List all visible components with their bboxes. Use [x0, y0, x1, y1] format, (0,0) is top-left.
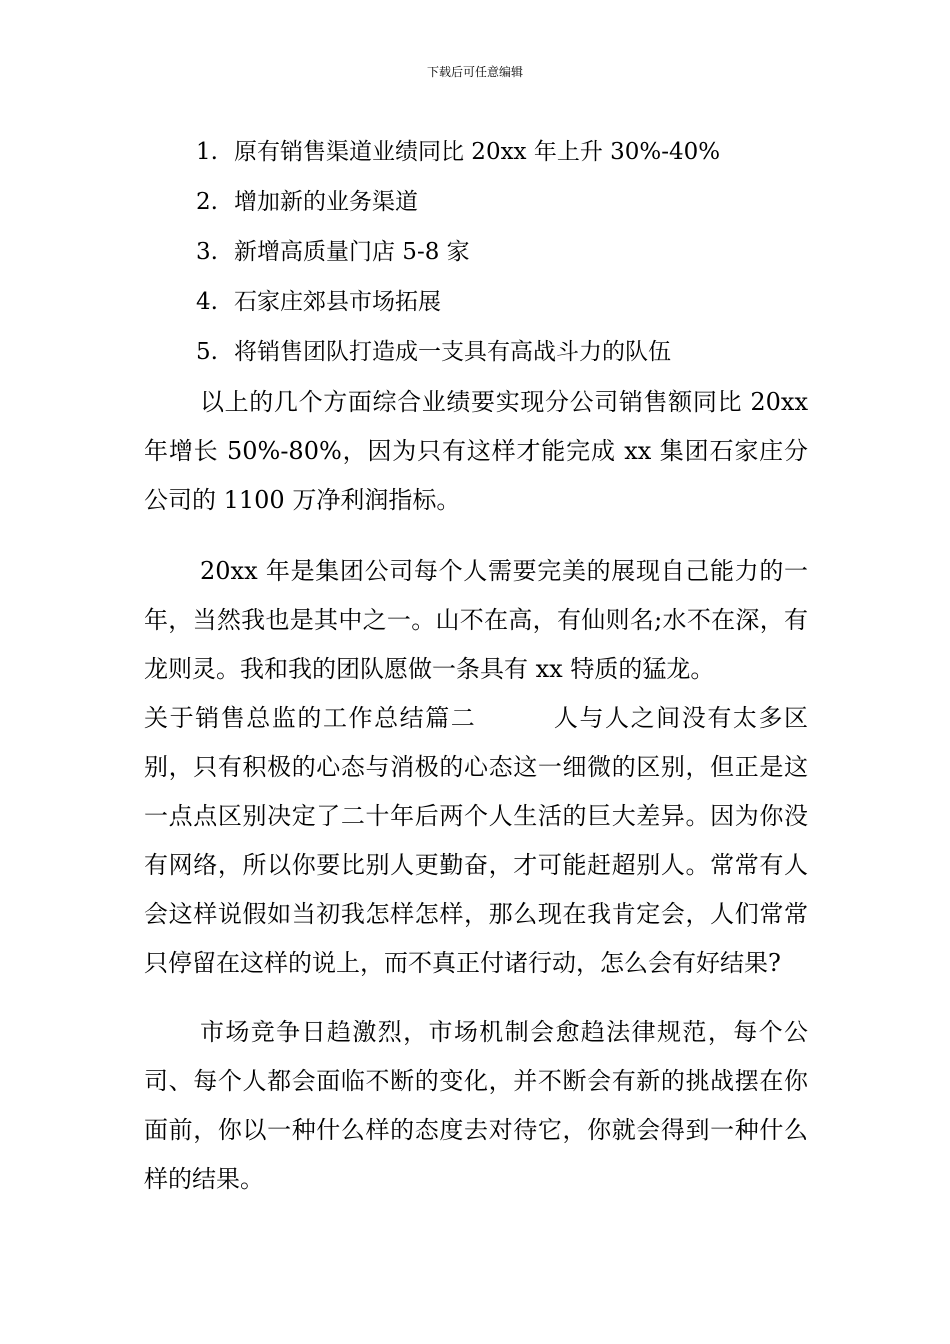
list-item [144, 227, 808, 277]
list-number: 5. [196, 339, 218, 365]
paragraph-sales-target: 以上的几个方面综合业绩要实现分公司销售额同比 20xx 年增长 50%-80%，因为只有这样才能完成 xx 集团石家庄分公司的 1100 万净利润指标。 [144, 388, 808, 514]
list-number: 4. [196, 289, 218, 315]
list-item [144, 277, 808, 327]
list-item [144, 177, 808, 227]
section-title: 关于销售总监的工作总结篇二 [144, 704, 477, 732]
paragraph-year-outlook: 20xx 年是集团公司每个人需要完美的展现自己能力的一年，当然我也是其中之一。山不在高，有仙则名;水不在深，有龙则灵。我和我的团队愿做一条具有 xx 特质的猛龙。 [144, 557, 808, 683]
page-header-note: 下载后可任意编辑 [426, 65, 523, 79]
list-number: 2. [196, 189, 218, 215]
list-text: 增加新的业务渠道 [234, 189, 418, 215]
list-text: 新增高质量门店 5-8 家 [234, 239, 470, 265]
list-item [144, 327, 808, 377]
list-item [144, 127, 808, 177]
paragraph-market-competition: 市场竞争日趋激烈，市场机制会愈趋法律规范，每个公司、每个人都会面临不断的变化，并不断会有新的挑战摆在你面前，你以一种什么样的态度去对待它，你就会得到一种什么样的结果。 [144, 1018, 808, 1193]
document-body [144, 127, 808, 1204]
list-number: 3. [196, 239, 218, 265]
section-paragraph [144, 694, 808, 988]
list-text: 石家庄郊县市场拓展 [234, 289, 441, 315]
list-number: 1. [196, 139, 218, 165]
list-text: 将销售团队打造成一支具有高战斗力的队伍 [234, 339, 671, 365]
list-text: 原有销售渠道业绩同比 20xx 年上升 30%-40% [234, 139, 721, 165]
paragraph-attitude: 人与人之间没有太多区别，只有积极的心态与消极的心态这一细微的区别，但正是这一点点区别决定了二十年后两个人生活的巨大差异。因为你没有网络，所以你要比别人更勤奋，才可能赶超别人。常常有人会这样说假如当初我怎样怎样，那么现在我肯定会，人们常常只停留在这样的说上，而不真正付诸行动，怎么会有好结果? [144, 704, 809, 977]
goal-list [144, 127, 808, 377]
